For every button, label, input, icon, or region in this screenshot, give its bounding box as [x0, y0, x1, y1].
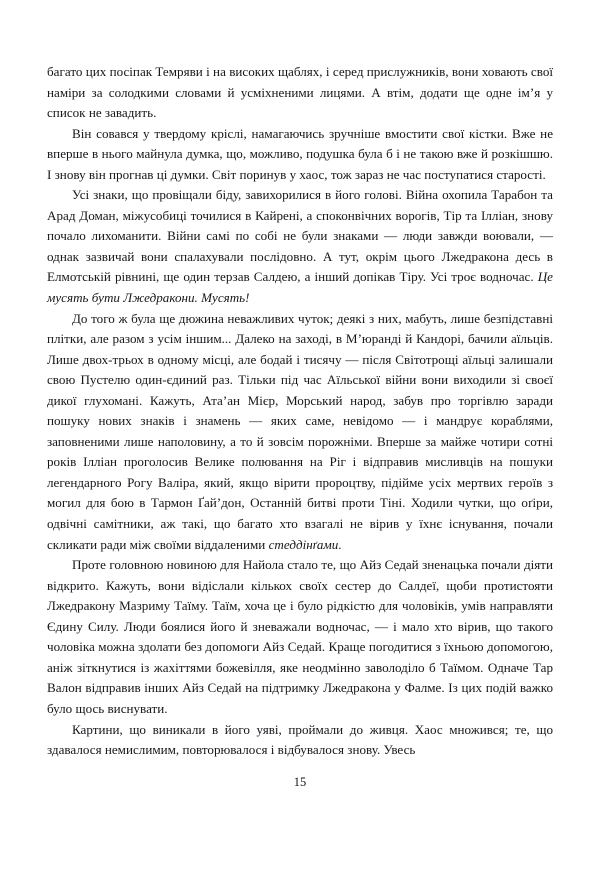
paragraph: [47, 309, 553, 556]
italic-run: стеддінґами: [268, 536, 339, 552]
paragraph: [47, 62, 553, 124]
paragraph: [47, 185, 553, 308]
text-run: До того ж була ще дюжина неважливих чуток; деякі з них, мабуть, лише безпідставні плітки, але разом з усім іншим... Далеко на заході, в М’юранді й Кандорі, бачили аїльців. Лише двох-трьох в одному місці, але бодай і тисячу — після Світотрощі аїльці залишали свою Пустелю один-єдиний раз. Тільки під час Аїльської війни вони виходили зі своєї дикої глухомані. Кажуть, Ата’ан Мієр, Морський народ, забув про торгівлю заради пошуку нових знаків і знамень — яких саме, невідомо — і мандрує кораблями, заповненими лише наполовину, а то й зовсім порожніми. Вперше за майже чотири сотні років Ілліан проголосив Велике полювання на Ріг і відправив мисливців на пошуки легендарного Рогу Валіра, який, якщо вірити пророцтву, підійме усіх мертвих героїв з могил для бою в Тармон Ґай’дон, Останній битві проти Тіні. Ходили чутки, що оґіри, одвічні самітники, аж такі, що багато хто взагалі не вірив у їхнє існування, почали скликати ради між своїми віддаленими: [47, 310, 553, 552]
paragraph: [47, 124, 553, 186]
text-run: Він совався у твердому кріслі, намагаючись зручніше вмостити свої кістки. Вже не вперше в нього майнула думка, що, можливо, подушка була б і не такою вже й розкішшю. І знову він прогнав ці думки. Світ поринув у хаос, тож зараз не час поступатися старості.: [47, 125, 553, 182]
text-run: багато цих посіпак Темряви і на високих щаблях, і серед прислужників, вони ховають свої наміри за солодкими словами й усміхненими лицями. А втім, додати ще одне ім’я у список не завадить.: [47, 64, 553, 121]
page-text-body: [47, 62, 553, 761]
paragraph: [47, 720, 553, 761]
text-run: Картини, що виникали в його уяві, проймали до живця. Хаос множився; те, що здавалося немислимим, повторювалося і відбувалося знову. Увесь: [47, 721, 553, 758]
text-run: Усі знаки, що провіщали біду, завихорилися в його голові. Війна охопила Тарабон та Арад Доман, міжусобиці точилися в Кайрені, а споконвічних ворогів, Тір та Ілліан, знову почало лихоманити. Війни самі по собі не були знаками — люди завжди воювали, — однак зазвичай вони спалахували послідовно. А тут, окрім цього Лжедракона десь в Елмотській рівнині, ще один терзав Салдею, а інший допікав Тіру. Усі троє водночас.: [47, 187, 553, 285]
page-number: 15: [293, 775, 307, 789]
italic-run: Це мусять бути Лжедракони. Мусять!: [47, 269, 553, 306]
paragraph: [47, 555, 553, 719]
text-run: Проте головною новиною для Найола стало те, що Айз Седай зненацька почали діяти відкрито. Кажуть, вони відіслали кількох своїх сестер до Салдеї, щоби протистояти Лжедракону Мазриму Таїму. Таїм, хоча це і було рідкістю для чоловіків, умів направляти Єдину Силу. Люди боялися його й зневажали водночас, — і мало хто вірив, що такого чоловіка можна здолати без допомоги Айз Седай. Краще погодитися з їхньою допомогою, аніж зіткнутися із жахіттями божевілля, яке неодмінно заволоділо б Таїмом. Одначе Тар Валон відправив інших Айз Седай на підтримку Лжедракона у Фалме. Із цих подій важко було щось виснувати.: [47, 557, 553, 716]
text-run: .: [338, 536, 342, 552]
